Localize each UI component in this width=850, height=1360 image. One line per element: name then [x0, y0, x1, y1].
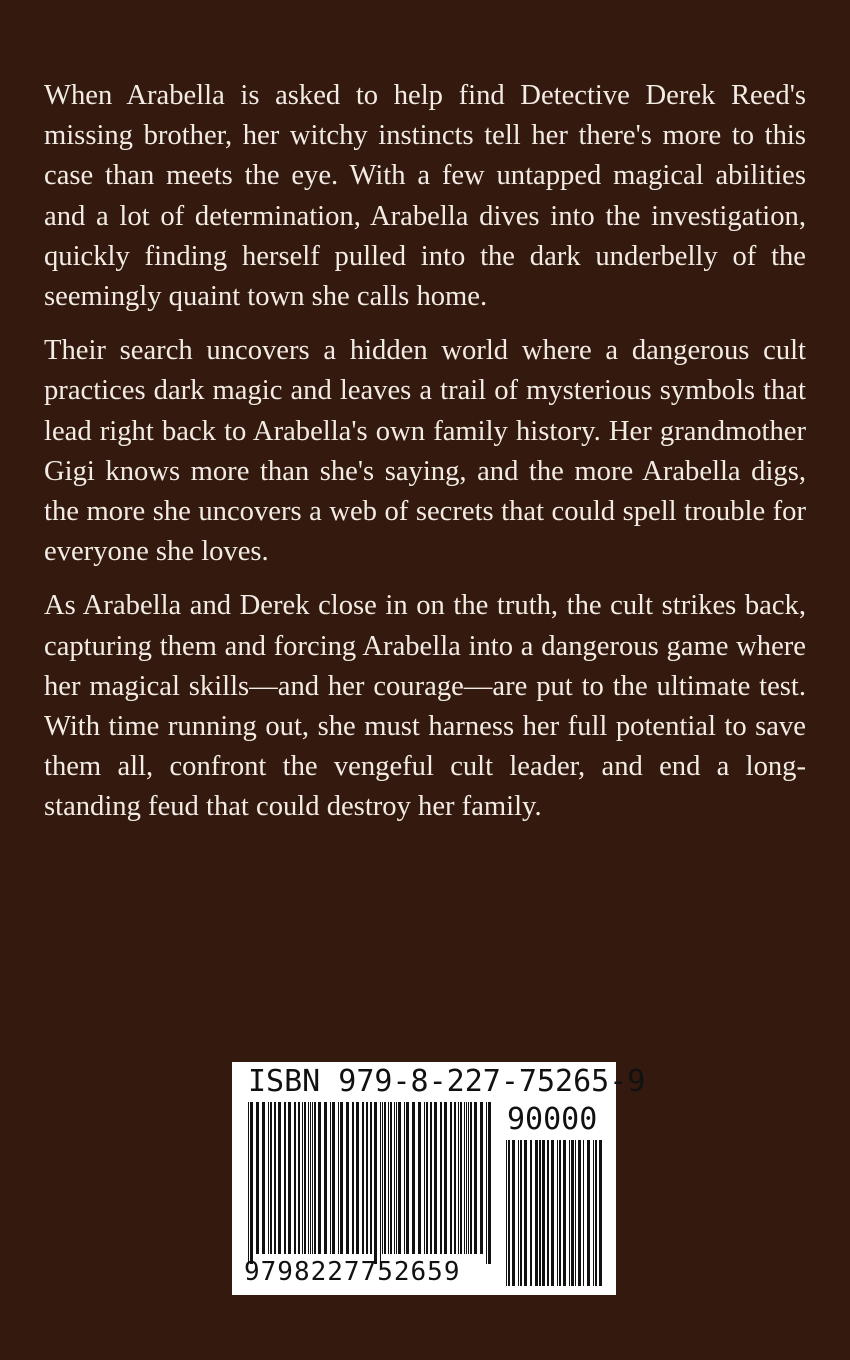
barcode-bar [466, 1102, 467, 1254]
barcode-bar [404, 1102, 405, 1254]
price-code: 90000 [507, 1102, 598, 1137]
barcode-bar [388, 1102, 389, 1254]
barcode-bar [464, 1102, 465, 1254]
barcode-bar [338, 1102, 339, 1254]
blurb-paragraph-3: As Arabella and Derek close in on the truth, the cult strikes back, capturing them and forcing Arabella into a dangerous game where her magical skills—and her courage—are put to the ultimate test. With time running out, she must harness her full potential to save them all, confront the vengeful cult leader, and end a long-standing feud that could destroy her family. [44, 590, 806, 823]
barcode-bar [380, 1102, 381, 1264]
barcode-bar [474, 1102, 477, 1254]
barcode-bar [294, 1102, 296, 1254]
barcode-bar [302, 1102, 303, 1254]
barcode-bar [486, 1102, 487, 1264]
addon-bar [547, 1140, 549, 1286]
barcode-bar [314, 1102, 316, 1254]
barcode-bar [434, 1102, 437, 1254]
barcode-bar [268, 1102, 269, 1254]
blurb-paragraph-2: Their search uncovers a hidden world where a dangerous cult practices dark magic and leaves a trail of mysterious symbols that lead right back to Arabella's own family history. Her grandmother Gigi knows more than she's saying, and the more Arabella digs, the more she uncovers a web of secrets that could spell trouble for everyone she loves. [44, 335, 806, 568]
barcode-bar [424, 1102, 425, 1254]
blurb-paragraph-1: When Arabella is asked to help find Detective Derek Reed's missing brother, her witchy instincts tell her there's more to this case than meets the eye. With a few untapped magical abilities and a lot of determination, Arabella dives into the investigation, quickly finding herself pulled into the dark underbelly of the seemingly quaint town she calls home. [44, 80, 806, 313]
barcode-bar [468, 1102, 469, 1254]
barcode-bar [324, 1102, 327, 1254]
addon-bar [593, 1140, 594, 1286]
barcode-bar [412, 1102, 415, 1254]
barcode-bar [318, 1102, 321, 1254]
addon-bar [539, 1140, 541, 1286]
addon-bar [530, 1140, 532, 1286]
barcode-digits: 9798227752659 [244, 1257, 461, 1287]
addon-bar [563, 1140, 566, 1286]
addon-bar [569, 1140, 570, 1286]
barcode-bar [308, 1102, 309, 1254]
addon-bar [595, 1140, 597, 1286]
barcode-bar [390, 1102, 392, 1254]
barcode-bar [312, 1102, 313, 1254]
barcode-bar [488, 1102, 491, 1264]
barcode-bar [346, 1102, 349, 1254]
addon-bar [559, 1140, 561, 1286]
addon-bar [587, 1140, 590, 1286]
barcode-bar [406, 1102, 409, 1254]
barcode-bar [352, 1102, 354, 1254]
barcode-bar [374, 1102, 377, 1264]
addon-bar [551, 1140, 554, 1286]
barcode-bar [340, 1102, 343, 1254]
barcode-bar [450, 1102, 452, 1254]
barcode-bar [288, 1102, 291, 1254]
barcode-bar [382, 1102, 383, 1254]
addon-bar [508, 1140, 510, 1286]
barcode-bar [284, 1102, 286, 1254]
addon-bar [512, 1140, 515, 1286]
addon-bar [506, 1140, 507, 1286]
barcode-bar [278, 1102, 281, 1254]
barcode-bar [480, 1102, 483, 1254]
barcode-bar [298, 1102, 300, 1254]
barcode-bar [460, 1102, 462, 1254]
addon-bar [520, 1140, 522, 1286]
barcode-bar [384, 1102, 386, 1254]
barcode-bar [398, 1102, 401, 1254]
isbn-barcode-box [232, 1062, 646, 1295]
addon-bar [518, 1140, 519, 1286]
barcode-bar [444, 1102, 447, 1254]
addon-bar [571, 1140, 574, 1286]
barcode-bar [248, 1102, 249, 1264]
addon-bar [542, 1140, 545, 1286]
barcode-bar [256, 1102, 259, 1254]
addon-bar [575, 1140, 576, 1286]
back-cover-blurb [44, 76, 806, 842]
barcode-bar [250, 1102, 253, 1264]
barcode-bar [458, 1102, 459, 1254]
barcode-bar [362, 1102, 364, 1254]
addon-bar [578, 1140, 581, 1286]
barcode-bar [370, 1102, 372, 1254]
addon-bar [583, 1140, 584, 1286]
isbn-label: ISBN 979-8-227-75265-9 [248, 1064, 646, 1099]
addon-bar [535, 1140, 538, 1286]
barcode-bar [356, 1102, 359, 1254]
barcode-bar [330, 1102, 331, 1254]
barcode-bar [396, 1102, 397, 1254]
barcode-bar [418, 1102, 421, 1254]
barcode-bar [430, 1102, 432, 1254]
barcode-bar [304, 1102, 306, 1254]
barcode-bar [366, 1102, 368, 1254]
addon-bar [599, 1140, 602, 1286]
barcode-bar [394, 1102, 395, 1254]
barcode-bar [270, 1102, 272, 1254]
barcode-bar [440, 1102, 442, 1254]
barcode-bar [426, 1102, 428, 1254]
barcode-bar [454, 1102, 456, 1254]
barcode-bar [332, 1102, 335, 1254]
addon-bar [524, 1140, 527, 1286]
barcode-bar [310, 1102, 311, 1254]
addon-bar [557, 1140, 558, 1286]
barcode-bar [262, 1102, 265, 1254]
barcode-bar [470, 1102, 472, 1254]
barcode-bar [274, 1102, 276, 1254]
